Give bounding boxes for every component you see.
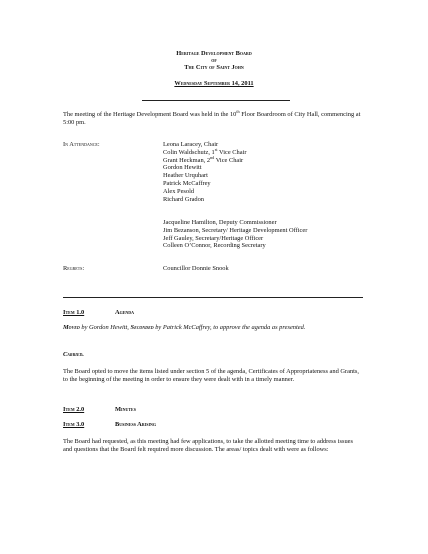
member-name: Richard Gradon bbox=[163, 195, 204, 203]
member-name-vice1: Colin Waldschutz, 1st Vice Chair bbox=[163, 146, 247, 156]
member-name: Leona Laracey, Chair bbox=[163, 141, 219, 148]
attendance-staff bbox=[163, 219, 383, 250]
item-1-title: Agenda bbox=[115, 309, 135, 316]
intro-paragraph bbox=[63, 108, 363, 127]
item-3-title: Business Arising bbox=[115, 421, 157, 428]
meeting-date: Wednesday September 14, 2011 bbox=[174, 80, 254, 88]
moved-text: by Gordon Hewitt, bbox=[79, 324, 131, 331]
header-rule bbox=[142, 100, 290, 101]
intro-text-b: Floor Boardroom of City Hall, commencing at 5:00 pm. bbox=[63, 111, 361, 126]
item-1-carried: Carried. bbox=[63, 351, 84, 358]
document-header bbox=[0, 50, 428, 88]
regrets-label: Regrets: bbox=[63, 265, 85, 272]
item-3-heading bbox=[63, 421, 157, 429]
seconded-text: by Patrick McCaffrey, to approve the agenda as presented. bbox=[153, 324, 306, 331]
intro-sup: th bbox=[236, 108, 240, 114]
attendance-label: In Attendance: bbox=[63, 141, 100, 148]
item-1-motion bbox=[63, 324, 363, 332]
attendance-members bbox=[163, 141, 383, 204]
seconded-label: Seconded bbox=[130, 324, 154, 331]
city-name: The City of Saint John bbox=[184, 64, 244, 72]
item-1-body: The Board opted to move the items listed under section 5 of the agenda, Certificates of Appropriateness and Grants, to the beginning of the meeting in order to ensure they were dealt with in a timely manner. bbox=[63, 368, 360, 383]
board-name: Heritage Development Board bbox=[176, 50, 252, 57]
member-name-vice2: Grant Heckman, 2nd Vice Chair bbox=[163, 154, 244, 164]
staff-name: Jim Bezanson, Secretary/ Heritage Development Officer bbox=[163, 226, 308, 234]
member-name: Heather Urquhart bbox=[163, 172, 208, 180]
item-2-heading bbox=[63, 406, 136, 414]
member-name: Alex Pesold bbox=[163, 187, 195, 195]
section-divider bbox=[63, 297, 363, 298]
regrets-names: Councillor Donnie Snook bbox=[163, 265, 229, 272]
staff-name: Colleen O’Connor, Recording Secretary bbox=[163, 242, 266, 250]
staff-name: Jacqueline Hamilton, Deputy Commissioner bbox=[163, 219, 277, 226]
intro-text-a: The meeting of the Heritage Development Board was held in the 10 bbox=[63, 111, 237, 118]
item-1-number: Item 1.0 bbox=[63, 309, 85, 316]
item-2-number: Item 2.0 bbox=[63, 406, 85, 413]
moved-label: Moved bbox=[63, 324, 80, 331]
item-1-heading bbox=[63, 309, 135, 317]
member-name: Gordon Hewitt bbox=[163, 164, 202, 172]
staff-name: Jeff Gauley, Secretary/Heritage Officer bbox=[163, 234, 264, 242]
header-of: of bbox=[211, 57, 217, 64]
item-3-body: The Board had requested, as this meeting had few applications, to take the allotted meeting time to address issues and questions that the Board felt required more discussion. The areas/ topics dealt with were as follows: bbox=[63, 438, 353, 453]
item-2-title: Minutes bbox=[115, 406, 136, 413]
item-3-number: Item 3.0 bbox=[63, 421, 85, 428]
member-name: Patrick McCaffrey bbox=[163, 180, 211, 188]
